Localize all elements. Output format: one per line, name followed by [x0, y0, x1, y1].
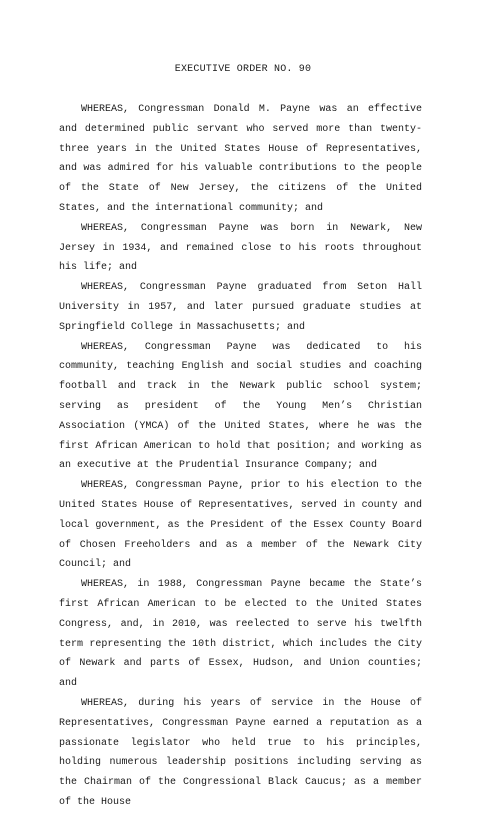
paragraph-5: WHEREAS, Congressman Payne, prior to his election to the United States House of Representatives, served in county and local government, as the President of the Essex County Board of Chosen Freeholders and as a member of the Newark City Council; and [59, 480, 422, 571]
paragraph-6: WHEREAS, in 1988, Congressman Payne became the State’s first African American to be elected to the United States Congress, and, in 2010, was reelected to serve his twelfth term representing the 10th district, which includes the City of Newark and parts of Essex, Hudson, and Union counties; and [59, 579, 422, 690]
paragraph-1: WHEREAS, Congressman Donald M. Payne was an effective and determined public servant who served more than twenty-three years in the United States House of Representatives, and was admired for his valuable contributions to the people of the State of New Jersey, the citizens of the United States, and the international community; and [59, 104, 422, 214]
document-body [59, 100, 422, 813]
paragraph-3: WHEREAS, Congressman Payne graduated from Seton Hall University in 1957, and later pursued graduate studies at Springfield College in Massachusetts; and [59, 282, 422, 333]
paragraph-2: WHEREAS, Congressman Payne was born in Newark, New Jersey in 1934, and remained close to his roots throughout his life; and [59, 222, 422, 274]
paragraph-7: WHEREAS, during his years of service in the House of Representatives, Congressman Payne earned a reputation as a passionate legislator who held true to his principles, holding numerous leadership positions including serving as the Chairman of the Congressional Black Caucus; as a member of the House [59, 697, 422, 808]
document-title: EXECUTIVE ORDER NO. 90 [174, 64, 312, 75]
paragraph-4: WHEREAS, Congressman Payne was dedicated to his community, teaching English and social studies and coaching football and track in the Newark public school system; serving as president of the Young Men’s Christian Association (YMCA) of the United States, where he was the first African American to hold that position; and working as an executive at the Prudential Insurance Company; and [59, 341, 422, 472]
